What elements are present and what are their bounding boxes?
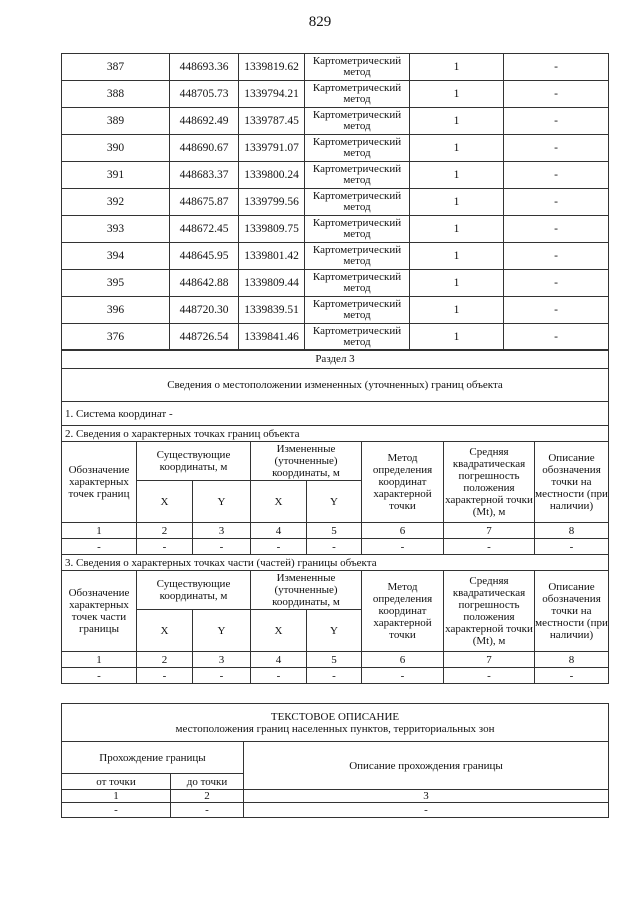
- dash-cell: -: [251, 668, 307, 684]
- description-cell: -: [504, 54, 609, 81]
- description-cell: -: [504, 189, 609, 216]
- hdr-existing: Существующие координаты, м: [137, 442, 251, 481]
- description-cell: -: [504, 324, 609, 351]
- point-number-cell: 393: [62, 216, 170, 243]
- coord-x-cell: 448693.36: [170, 54, 239, 81]
- point-number-cell: 391: [62, 162, 170, 189]
- dash-cell: -: [171, 803, 244, 818]
- coord-y-cell: 1339839.51: [239, 297, 305, 324]
- description-cell: -: [504, 162, 609, 189]
- hdr-designation: Обозначение характерных точек границ: [62, 442, 137, 523]
- num-cell: 1: [62, 652, 137, 668]
- section-subtitle: Сведения о местоположении измененных (уточненных) границ объекта: [62, 369, 609, 402]
- table-row: [62, 81, 609, 108]
- coord-x-cell: 448690.67: [170, 135, 239, 162]
- hdr-changed: Измененные (уточненные) координаты, м: [251, 442, 362, 481]
- num-cell: 2: [137, 523, 193, 539]
- text-desc-subtitle: местоположения границ населенных пунктов, территориальных зон: [175, 722, 495, 735]
- method-cell: Картометрический метод: [305, 243, 410, 270]
- hdr-description: Описание обозначения точки на местности (при наличии): [535, 571, 609, 652]
- coord-y-cell: 1339801.42: [239, 243, 305, 270]
- hdr-x: X: [137, 610, 193, 652]
- coord-y-cell: 1339799.56: [239, 189, 305, 216]
- num-cell: 7: [444, 652, 535, 668]
- page-number: 829: [308, 14, 332, 30]
- dash-cell: -: [244, 803, 609, 818]
- hdr-to-point: до точки: [171, 774, 244, 790]
- num-cell: 4: [251, 523, 307, 539]
- num-cell: 5: [307, 652, 362, 668]
- coord-y-cell: 1339819.62: [239, 54, 305, 81]
- accuracy-cell: 1: [410, 162, 504, 189]
- description-cell: -: [504, 270, 609, 297]
- text-desc-heading: [62, 704, 609, 742]
- dash-cell: -: [362, 539, 444, 555]
- point-number-cell: 387: [62, 54, 170, 81]
- hdr-accuracy: Средняя квадратическая погрешность положения характерной точки (Mt), м: [444, 571, 535, 652]
- coord-x-cell: 448705.73: [170, 81, 239, 108]
- description-cell: -: [504, 108, 609, 135]
- point-number-cell: 390: [62, 135, 170, 162]
- coord-x-cell: 448720.30: [170, 297, 239, 324]
- dash-cell: -: [251, 539, 307, 555]
- method-cell: Картометрический метод: [305, 135, 410, 162]
- method-cell: Картометрический метод: [305, 324, 410, 351]
- hdr-passage-desc: Описание прохождения границы: [244, 742, 609, 790]
- coord-y-cell: 1339800.24: [239, 162, 305, 189]
- num-cell: 1: [62, 790, 171, 803]
- accuracy-cell: 1: [410, 243, 504, 270]
- table-row: [62, 216, 609, 243]
- points-table: [61, 53, 609, 351]
- num-cell: 6: [362, 652, 444, 668]
- dash-cell: -: [362, 668, 444, 684]
- method-cell: Картометрический метод: [305, 162, 410, 189]
- hdr-passage: Прохождение границы: [62, 742, 244, 774]
- hdr-existing: Существующие координаты, м: [137, 571, 251, 610]
- num-cell: 2: [137, 652, 193, 668]
- point-number-cell: 394: [62, 243, 170, 270]
- method-cell: Картометрический метод: [305, 54, 410, 81]
- dash-cell: -: [62, 668, 137, 684]
- table-row: [62, 162, 609, 189]
- description-cell: -: [504, 81, 609, 108]
- num-cell: 8: [535, 523, 609, 539]
- coord-x-cell: 448642.88: [170, 270, 239, 297]
- part3-title: 3. Сведения о характерных точках части (частей) границы объекта: [62, 555, 609, 571]
- description-cell: -: [504, 135, 609, 162]
- coord-x-cell: 448726.54: [170, 324, 239, 351]
- text-description-table: [61, 703, 609, 818]
- num-cell: 8: [535, 652, 609, 668]
- dash-cell: -: [62, 539, 137, 555]
- table-row: [62, 297, 609, 324]
- point-number-cell: 395: [62, 270, 170, 297]
- point-number-cell: 388: [62, 81, 170, 108]
- hdr-y2: Y: [307, 610, 362, 652]
- point-number-cell: 396: [62, 297, 170, 324]
- hdr-designation-part: Обозначение характерных точек части границы: [62, 571, 137, 652]
- num-cell: 7: [444, 523, 535, 539]
- accuracy-cell: 1: [410, 135, 504, 162]
- point-number-cell: 392: [62, 189, 170, 216]
- num-cell: 3: [193, 652, 251, 668]
- num-cell: 6: [362, 523, 444, 539]
- num-cell: 2: [171, 790, 244, 803]
- num-cell: 3: [193, 523, 251, 539]
- text-desc-title: ТЕКСТОВОЕ ОПИСАНИЕ: [270, 710, 400, 723]
- hdr-y2: Y: [307, 481, 362, 523]
- hdr-changed: Измененные (уточненные) координаты, м: [251, 571, 362, 610]
- dash-cell: -: [137, 668, 193, 684]
- table-row: [62, 108, 609, 135]
- point-number-cell: 389: [62, 108, 170, 135]
- dash-cell: -: [193, 539, 251, 555]
- num-cell: 1: [62, 523, 137, 539]
- dash-cell: -: [307, 539, 362, 555]
- hdr-x2: X: [251, 610, 307, 652]
- accuracy-cell: 1: [410, 81, 504, 108]
- coord-x-cell: 448672.45: [170, 216, 239, 243]
- dash-cell: -: [137, 539, 193, 555]
- num-cell: 5: [307, 523, 362, 539]
- accuracy-cell: 1: [410, 216, 504, 243]
- coord-y-cell: 1339791.07: [239, 135, 305, 162]
- method-cell: Картометрический метод: [305, 108, 410, 135]
- description-cell: -: [504, 243, 609, 270]
- coord-x-cell: 448645.95: [170, 243, 239, 270]
- description-cell: -: [504, 297, 609, 324]
- hdr-method: Метод определения координат характерной точки: [362, 442, 444, 523]
- dash-cell: -: [62, 803, 171, 818]
- coord-y-cell: 1339841.46: [239, 324, 305, 351]
- point-number-cell: 376: [62, 324, 170, 351]
- table-row: [62, 135, 609, 162]
- hdr-x2: X: [251, 481, 307, 523]
- accuracy-cell: 1: [410, 189, 504, 216]
- hdr-description: Описание обозначения точки на местности (при наличии): [535, 442, 609, 523]
- section3-table: [61, 349, 609, 684]
- coord-y-cell: 1339787.45: [239, 108, 305, 135]
- coord-y-cell: 1339794.21: [239, 81, 305, 108]
- hdr-accuracy: Средняя квадратическая погрешность положения характерной точки (Mt), м: [444, 442, 535, 523]
- accuracy-cell: 1: [410, 54, 504, 81]
- coord-x-cell: 448692.49: [170, 108, 239, 135]
- table-row: [62, 243, 609, 270]
- hdr-x: X: [137, 481, 193, 523]
- dash-cell: -: [307, 668, 362, 684]
- accuracy-cell: 1: [410, 270, 504, 297]
- description-cell: -: [504, 216, 609, 243]
- table-row: [62, 270, 609, 297]
- coord-system: 1. Система координат -: [62, 402, 609, 426]
- hdr-from-point: от точки: [62, 774, 171, 790]
- dash-cell: -: [444, 668, 535, 684]
- dash-cell: -: [535, 668, 609, 684]
- part2-title: 2. Сведения о характерных точках границ объекта: [62, 426, 609, 442]
- table-row: [62, 189, 609, 216]
- coord-y-cell: 1339809.44: [239, 270, 305, 297]
- accuracy-cell: 1: [410, 108, 504, 135]
- dash-cell: -: [444, 539, 535, 555]
- dash-cell: -: [535, 539, 609, 555]
- coord-x-cell: 448683.37: [170, 162, 239, 189]
- num-cell: 3: [244, 790, 609, 803]
- method-cell: Картометрический метод: [305, 81, 410, 108]
- table-row: [62, 324, 609, 351]
- method-cell: Картометрический метод: [305, 216, 410, 243]
- hdr-method: Метод определения координат характерной точки: [362, 571, 444, 652]
- hdr-y: Y: [193, 610, 251, 652]
- accuracy-cell: 1: [410, 297, 504, 324]
- dash-cell: -: [193, 668, 251, 684]
- accuracy-cell: 1: [410, 324, 504, 351]
- num-cell: 4: [251, 652, 307, 668]
- section-title: Раздел 3: [62, 350, 609, 369]
- coord-x-cell: 448675.87: [170, 189, 239, 216]
- hdr-y: Y: [193, 481, 251, 523]
- table-row: [62, 54, 609, 81]
- coord-y-cell: 1339809.75: [239, 216, 305, 243]
- method-cell: Картометрический метод: [305, 270, 410, 297]
- method-cell: Картометрический метод: [305, 297, 410, 324]
- method-cell: Картометрический метод: [305, 189, 410, 216]
